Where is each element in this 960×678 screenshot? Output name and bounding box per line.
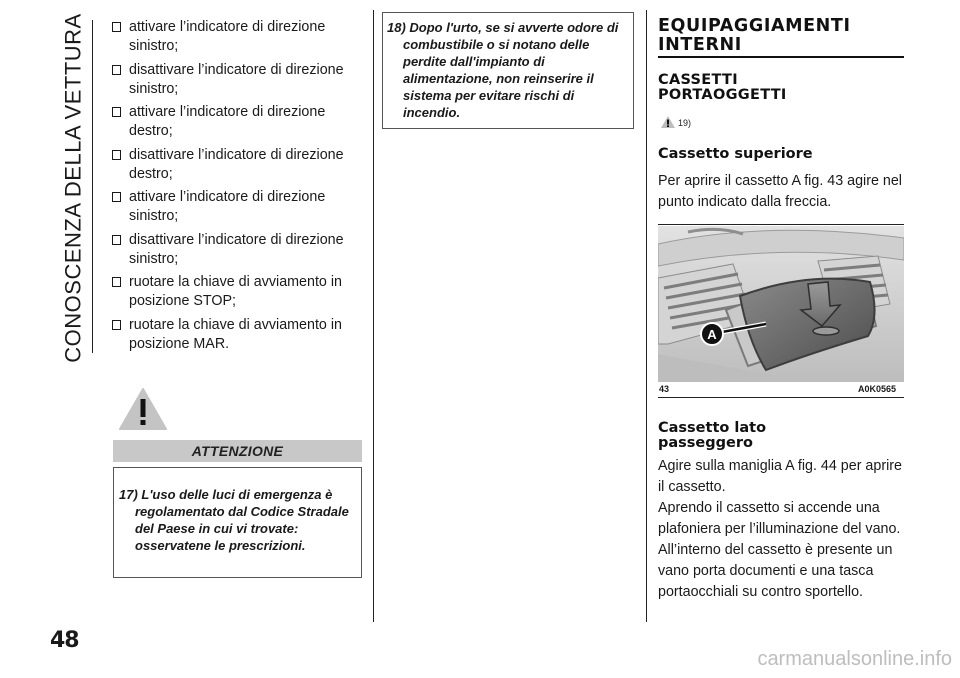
warning-note-18 xyxy=(382,12,634,129)
checkbox-bullet-icon xyxy=(112,107,121,117)
chapter-title-text: CONOSCENZA DELLA VETTURA xyxy=(61,12,87,363)
checkbox-bullet-icon xyxy=(112,192,121,202)
list-item: attivare l’indicatore di direzione sinistro; xyxy=(112,18,362,56)
checkbox-bullet-icon xyxy=(112,320,121,330)
list-item: attivare l’indicatore di direzione sinistro; xyxy=(112,188,362,226)
passenger-text-1: Agire sulla maniglia A fig. 44 per aprire il cassetto. xyxy=(658,458,902,495)
upper-compartment-heading: Cassetto superiore xyxy=(658,146,813,162)
column-divider-2 xyxy=(646,10,647,622)
passenger-text-3: All’interno del cassetto è presente un vano porta documenti e una tasca portaocchiali su contro sportello. xyxy=(658,542,893,600)
section-title: EQUIPAGGIAMENTI INTERNI xyxy=(658,16,851,55)
procedure-steps xyxy=(112,18,362,358)
warning-note-17 xyxy=(113,467,362,578)
upper-compartment-text: Per aprire il cassetto A fig. 43 agire nel punto indicato dalla freccia. xyxy=(658,173,902,210)
list-item: disattivare l’indicatore di direzione sinistro; xyxy=(112,61,362,99)
figure-number: 43 xyxy=(659,384,670,394)
figure-rule-bottom xyxy=(658,397,904,398)
list-item: attivare l’indicatore di direzione destro; xyxy=(112,103,362,141)
section-title-rule xyxy=(658,56,904,58)
chapter-title xyxy=(60,12,88,363)
figure-rule-top xyxy=(658,224,904,225)
list-item: ruotare la chiave di avviamento in posizione STOP; xyxy=(112,273,362,311)
subsection-title: CASSETTI PORTAOGGETTI xyxy=(658,72,787,103)
column-divider-1 xyxy=(373,10,374,622)
watermark: carmanualsonline.info xyxy=(757,648,952,670)
checkbox-bullet-icon xyxy=(112,22,121,32)
checkbox-bullet-icon xyxy=(112,150,121,160)
dashboard-illustration xyxy=(658,226,904,382)
warning-ref-label: 19) xyxy=(678,118,692,128)
list-item: disattivare l’indicatore di direzione sinistro; xyxy=(112,231,362,269)
list-item: disattivare l’indicatore di direzione destro; xyxy=(112,146,362,184)
passenger-compartment-heading: Cassetto lato passeggero xyxy=(658,420,767,451)
warning-ref-icon xyxy=(660,115,676,129)
checkbox-bullet-icon xyxy=(112,235,121,245)
warning-triangle-icon xyxy=(118,387,168,431)
passenger-text-2: Aprendo il cassetto si accende una plafoniera per l’illuminazione del vano. xyxy=(658,500,901,537)
warning-note-17-text: 17) L'uso delle luci di emergenza è regolamentato dal Codice Stradale del Paese in cui vi trovate: osservatene le prescrizioni. xyxy=(119,487,349,553)
checkbox-bullet-icon xyxy=(112,277,121,287)
page-number: 48 xyxy=(50,628,79,653)
checkbox-bullet-icon xyxy=(112,65,121,75)
warning-note-18-text: 18) Dopo l'urto, se si avverte odore di combustibile o si notano delle perdite dall'impianto di alimentazione, non reinserire il sistema per evitare rischi di incendio. xyxy=(387,20,619,120)
chapter-rule xyxy=(92,20,93,353)
list-item: ruotare la chiave di avviamento in posizione MAR. xyxy=(112,316,362,354)
figure-glove-box xyxy=(658,226,904,382)
figure-code: A0K0565 xyxy=(858,384,897,394)
figure-callout-label: A xyxy=(707,327,717,342)
warning-heading: ATTENZIONE xyxy=(113,440,362,462)
